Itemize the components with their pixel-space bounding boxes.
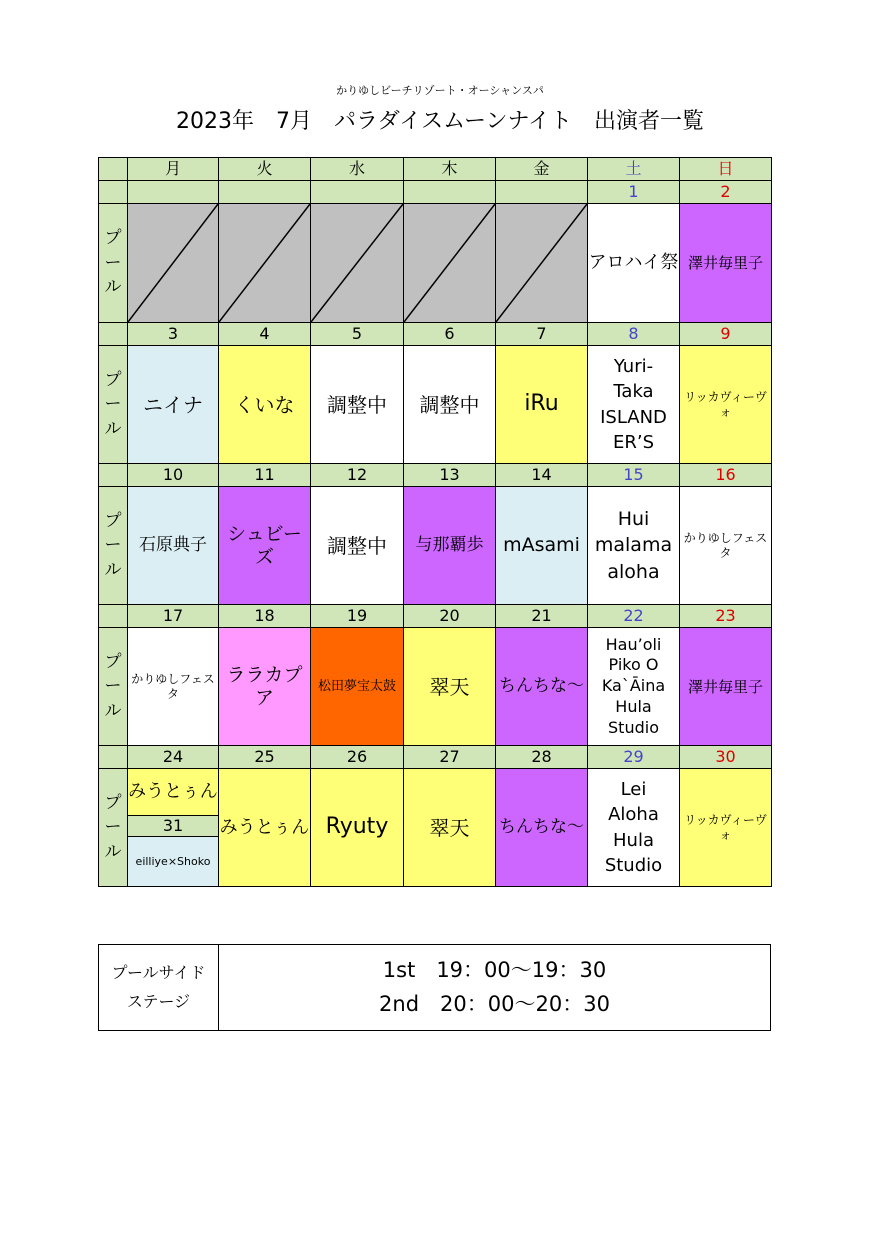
split-monday-cell xyxy=(128,769,219,887)
no-show-cell xyxy=(128,204,219,323)
weekday-wed: 水 xyxy=(311,158,404,181)
date-cell: 15 xyxy=(588,464,680,487)
performer-cell: 松田夢宝太鼓 xyxy=(311,628,404,746)
performer-line: ER’S xyxy=(612,431,655,453)
performer-cell: ちんちな～ xyxy=(496,628,588,746)
date-cell: 17 xyxy=(128,605,219,628)
performer-cell: かりゆしフェスタ xyxy=(680,487,772,605)
second-show-time: 2nd 20：00～20：30 xyxy=(379,991,610,1016)
weekday-sat: 土 xyxy=(588,158,680,181)
date-cell: 26 xyxy=(311,746,404,769)
performer-cell: ララカプア xyxy=(219,628,311,746)
performer-cell: くいな xyxy=(219,346,311,464)
date-cell: 22 xyxy=(588,605,680,628)
no-show-cell xyxy=(404,204,496,323)
performer-row xyxy=(99,487,772,605)
date-cell: 12 xyxy=(311,464,404,487)
performer-line: Hula xyxy=(615,696,652,716)
date-cell: 3 xyxy=(128,323,219,346)
date-cell: 13 xyxy=(404,464,496,487)
date-row xyxy=(99,181,772,204)
date-row-corner xyxy=(99,181,128,204)
performer-cell: かりゆしフェスタ xyxy=(128,628,219,746)
performer-line: aloha xyxy=(607,560,660,583)
date-cell: 21 xyxy=(496,605,588,628)
performer-cell: リッカヴィーヴォ xyxy=(680,769,772,887)
date-cell: 7 xyxy=(496,323,588,346)
date-cell: 25 xyxy=(219,746,311,769)
weekday-fri: 金 xyxy=(496,158,588,181)
corner-cell xyxy=(99,158,128,181)
date-cell: 11 xyxy=(219,464,311,487)
date-cell: 27 xyxy=(404,746,496,769)
date-cell: 23 xyxy=(680,605,772,628)
performer-cell: 調整中 xyxy=(311,487,404,605)
performer-calendar xyxy=(98,157,772,887)
performer-cell xyxy=(588,628,680,746)
performer-cell: 石原典子 xyxy=(128,487,219,605)
page-title: 2023年 7月 パラダイスムーンナイト 出演者一覧 xyxy=(175,109,705,134)
weekday-sun: 日 xyxy=(680,158,772,181)
date-row xyxy=(99,605,772,628)
stage-label-line: プールサイド xyxy=(111,962,206,982)
stage-schedule xyxy=(98,944,771,1031)
performer-line: malama xyxy=(594,534,673,557)
performer-cell-31: eilliye×Shoko xyxy=(128,837,218,886)
no-show-slash xyxy=(404,204,495,322)
performer-cell: ニイナ xyxy=(128,346,219,464)
performer-cell: みうとぅん xyxy=(219,769,311,887)
date-row-corner xyxy=(99,746,128,769)
date-cell-31: 31 xyxy=(128,816,218,837)
performer-cell: 澤井毎里子 xyxy=(680,204,772,323)
date-row xyxy=(99,746,772,769)
no-show-slash xyxy=(311,204,403,322)
performer-cell xyxy=(588,769,680,887)
date-cell xyxy=(128,181,219,204)
performer-cell: リッカヴィーヴォ xyxy=(680,346,772,464)
pool-row-label: プ ー ル xyxy=(99,204,128,323)
date-cell xyxy=(404,181,496,204)
performer-line: Studio xyxy=(604,854,663,876)
performer-row xyxy=(99,204,772,323)
performer-line: Aloha xyxy=(608,804,659,826)
date-cell: 8 xyxy=(588,323,680,346)
performer-cell: シュビーズ xyxy=(219,487,311,605)
no-show-cell xyxy=(496,204,588,323)
performer-cell-24: みうとぅん xyxy=(128,769,218,816)
performer-line: Piko O xyxy=(608,655,659,675)
date-cell: 28 xyxy=(496,746,588,769)
date-cell xyxy=(219,181,311,204)
date-cell: 20 xyxy=(404,605,496,628)
performer-cell: mAsami xyxy=(496,487,588,605)
weekday-header-row xyxy=(99,158,772,181)
performer-cell: ちんちな～ xyxy=(496,769,588,887)
date-cell xyxy=(496,181,588,204)
performer-line: Hui xyxy=(617,507,650,530)
date-cell: 6 xyxy=(404,323,496,346)
no-show-slash xyxy=(219,204,310,322)
date-cell: 30 xyxy=(680,746,772,769)
performer-cell: アロハイ祭 xyxy=(588,204,680,323)
performer-line: Studio xyxy=(608,717,659,737)
pool-row-label: プ ー ル xyxy=(99,769,128,887)
pool-row-label: プ ー ル xyxy=(99,346,128,464)
pool-row-label: プ ー ル xyxy=(99,487,128,605)
no-show-cell xyxy=(219,204,311,323)
date-row-corner xyxy=(99,323,128,346)
no-show-cell xyxy=(311,204,404,323)
date-cell: 2 xyxy=(680,181,772,204)
performer-cell: 澤井毎里子 xyxy=(680,628,772,746)
venue-subtitle: かりゆしビーチリゾート・オーシャンスパ xyxy=(336,84,544,97)
performer-cell: Ryuty xyxy=(311,769,404,887)
date-cell: 9 xyxy=(680,323,772,346)
date-cell: 29 xyxy=(588,746,680,769)
date-cell: 18 xyxy=(219,605,311,628)
date-cell: 10 xyxy=(128,464,219,487)
performer-line: Ka`Āina xyxy=(601,676,666,696)
date-cell xyxy=(311,181,404,204)
first-show-time: 1st 19：00～19：30 xyxy=(382,957,607,982)
weekday-mon: 月 xyxy=(128,158,219,181)
performer-line: Hula xyxy=(613,829,654,851)
performer-row xyxy=(99,628,772,746)
performer-row xyxy=(99,769,772,887)
date-row-corner xyxy=(99,464,128,487)
performer-line: Yuri- xyxy=(613,356,654,378)
date-row xyxy=(99,323,772,346)
no-show-slash xyxy=(128,204,218,322)
performer-cell: 調整中 xyxy=(311,346,404,464)
performer-line: ISLAND xyxy=(600,406,667,428)
date-cell: 14 xyxy=(496,464,588,487)
performer-cell: 調整中 xyxy=(404,346,496,464)
performer-row xyxy=(99,346,772,464)
performer-cell: 翠天 xyxy=(404,769,496,887)
date-row xyxy=(99,464,772,487)
performer-cell: iRu xyxy=(496,346,588,464)
performer-line: Hau’oli xyxy=(605,634,662,654)
no-show-slash xyxy=(496,204,587,322)
performer-cell: 与那覇歩 xyxy=(404,487,496,605)
weekday-tue: 火 xyxy=(219,158,311,181)
performer-line: Taka xyxy=(613,381,654,403)
date-cell: 5 xyxy=(311,323,404,346)
weekday-thu: 木 xyxy=(404,158,496,181)
performer-cell: 翠天 xyxy=(404,628,496,746)
stage-label xyxy=(99,945,219,1031)
date-row-corner xyxy=(99,605,128,628)
stage-times xyxy=(219,945,771,1031)
date-cell: 16 xyxy=(680,464,772,487)
performer-cell xyxy=(588,487,680,605)
stage-label-line: ステージ xyxy=(126,991,191,1011)
performer-line: Lei xyxy=(620,779,647,801)
performer-cell xyxy=(588,346,680,464)
date-cell: 19 xyxy=(311,605,404,628)
date-cell: 1 xyxy=(588,181,680,204)
date-cell: 4 xyxy=(219,323,311,346)
date-cell: 24 xyxy=(128,746,219,769)
pool-row-label: プ ー ル xyxy=(99,628,128,746)
